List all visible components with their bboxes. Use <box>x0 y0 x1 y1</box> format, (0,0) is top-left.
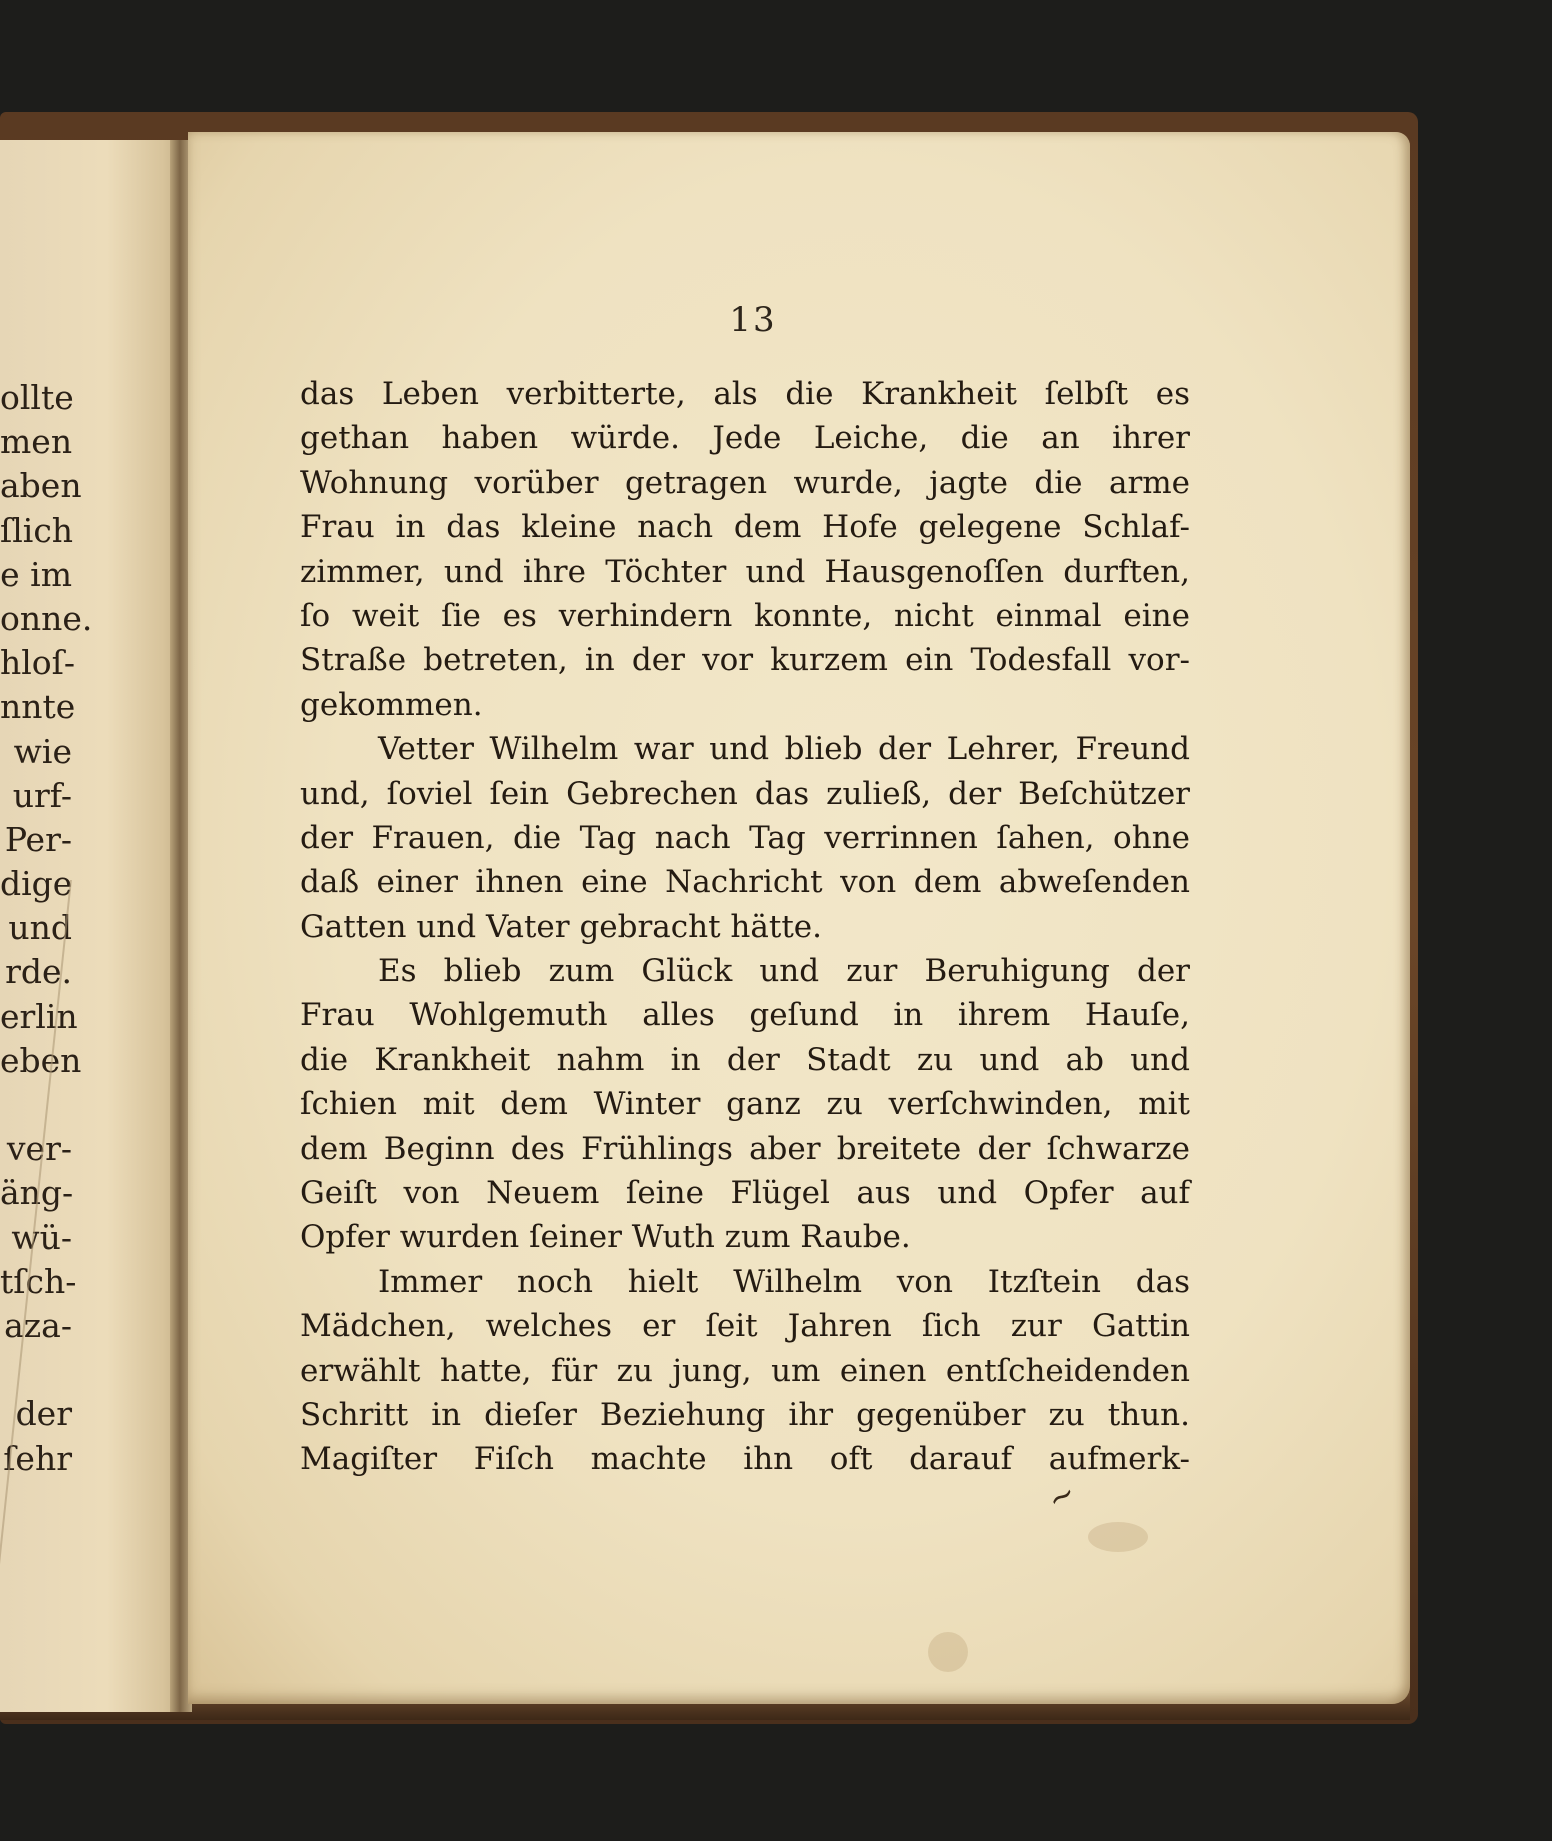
text-line: Mädchen, welches er ſeit Jahren ſich zur Gattin <box>300 1308 1190 1345</box>
text-line: ſo weit ſie es verhindern konnte, nicht einmal eine <box>300 597 1190 634</box>
left-page-line: eben <box>0 1040 82 1080</box>
left-page-line: nnte <box>0 687 76 727</box>
left-page-line: und <box>8 908 72 948</box>
text-line: Straße betreten, in der vor kurzem ein Todesfall vor- <box>300 642 1190 679</box>
text-line: die Krankheit nahm in der Stadt zu und ab und <box>300 1041 1190 1078</box>
text-line: Frau in das kleine nach dem Hofe gelegene Schlaf- <box>300 509 1190 546</box>
text-line: Es blieb zum Glück und zur Beruhigung der <box>378 953 1190 990</box>
text-line: erwählt hatte, für zu jung, um einen entſcheidenden <box>300 1352 1190 1389</box>
text-line: Vetter Wilhelm war und blieb der Lehrer, Freund <box>378 731 1190 768</box>
left-page-line: ſlich <box>0 510 74 550</box>
page-body-text <box>300 372 1190 1482</box>
text-line: und, ſoviel ſein Gebrechen das zuließ, der Beſchützer <box>300 775 1190 812</box>
left-page-line: wie <box>13 731 72 771</box>
left-page-line: äng- <box>0 1173 74 1213</box>
left-page-line: e im <box>0 554 72 594</box>
text-line: dem Beginn des Frühlings aber breitete der ſchwarze <box>300 1130 1190 1167</box>
text-line: gethan haben würde. Jede Leiche, die an ihrer <box>300 420 1190 457</box>
text-line: das Leben verbitterte, als die Krankheit ſelbſt es <box>300 376 1190 412</box>
text-line: Geiſt von Neuem ſeine Flügel aus und Opfer auf <box>300 1175 1190 1212</box>
text-line: Frau Wohlgemuth alles geſund in ihrem Hauſe, <box>300 997 1190 1034</box>
page-number: 13 <box>729 300 777 340</box>
left-page-line: der <box>15 1394 72 1434</box>
left-page-line: wü- <box>11 1217 72 1257</box>
text-line: daß einer ihnen eine Nachricht von dem abweſenden <box>300 864 1190 901</box>
left-page-line: Per- <box>4 819 72 859</box>
left-page-line: aza- <box>4 1305 72 1345</box>
text-line: Opfer wurden ſeiner Wuth zum Raube. <box>300 1219 911 1256</box>
ink-mark: ~ <box>1040 1472 1083 1520</box>
left-page-line: men <box>0 422 73 462</box>
right-page <box>188 132 1410 1704</box>
paper-stain <box>928 1632 968 1672</box>
text-line: Wohnung vorüber getragen wurde, jagte die arme <box>300 464 1190 501</box>
left-page-line: ollte <box>0 378 74 417</box>
text-line: zimmer, und ihre Töchter und Hausgenoſſen durften, <box>300 553 1190 590</box>
left-page-line: urf- <box>12 775 72 815</box>
ink-stain <box>1088 1522 1148 1552</box>
text-line: gekommen. <box>300 686 483 723</box>
text-line: ſchien mit dem Winter ganz zu verſchwinden, mit <box>300 1086 1190 1123</box>
left-page-line: ſehr <box>3 1438 72 1478</box>
text-line: Magiſter Fiſch machte ihn oft darauf aufmerk- <box>300 1441 1190 1478</box>
left-page-line: aben <box>0 466 82 506</box>
left-page-line: onne. <box>0 598 93 638</box>
left-page-line: rde. <box>5 952 72 992</box>
left-page <box>0 140 178 1712</box>
text-line: Gatten und Vater gebracht hätte. <box>300 908 822 945</box>
text-line: der Frauen, die Tag nach Tag verrinnen ſahen, ohne <box>300 819 1190 856</box>
text-line: Schritt in dieſer Beziehung ihr gegenüber zu thun. <box>300 1396 1190 1433</box>
left-page-line: ver- <box>6 1129 72 1169</box>
text-line: Immer noch hielt Wilhelm von Itzſtein das <box>378 1263 1190 1300</box>
left-page-line: hloſ- <box>0 643 76 683</box>
left-page-line: tſch- <box>0 1261 77 1301</box>
left-page-line: erlin <box>0 996 78 1036</box>
left-page-line: dige <box>0 864 73 904</box>
